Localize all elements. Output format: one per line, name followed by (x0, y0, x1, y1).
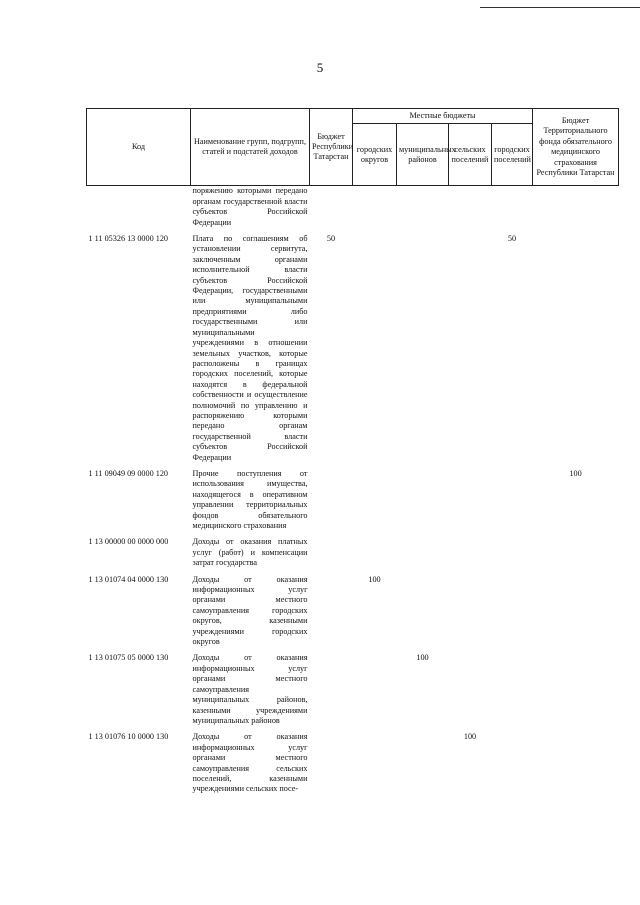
scan-edge-line (480, 7, 640, 8)
row-code: 1 13 00000 00 0000 000 (88, 537, 169, 547)
header-rural-settlements: сельских поселений (449, 124, 492, 186)
row-name: Доходы от оказания информационных услуг органами местного самоуправления муниципальных районов, казенными учреждениями муниципальных районов (192, 653, 308, 725)
row-value-fund: 100 (569, 468, 582, 478)
row-name: Плата по соглашениям об установлении сервитута, заключенным органами исполнительной власти субъектов Российской Федерации, государственными или муниципальными предприятиями либо государственными или муниципальными учреждениями в отношении земельных участков, которые расположены в границах городских поселений, которые находятся в федеральной собственности и осуществление полномочий по управлению и распоряжению которыми передано органам государственной власти субъектов Российской Федерации (192, 234, 308, 462)
row-value-rural (449, 653, 492, 732)
table-row (87, 469, 619, 537)
row-value-rural (449, 186, 492, 234)
row-name: Доходы от оказания платных услуг (работ) и компенсации затрат государства (192, 537, 308, 568)
row-name: Прочие поступления от использования имущества, находящегося в оперативном управлении территориальных фондов обязательного медицинского страхования (192, 468, 308, 530)
row-value-municipal (397, 575, 449, 654)
row-value-municipal (397, 234, 449, 469)
row-value-rt (310, 732, 353, 794)
row-value-city (353, 234, 397, 469)
row-value-city: 100 (368, 574, 381, 584)
row-value-rural (449, 234, 492, 469)
header-territorial-fund: Бюджет Территориального фонда обязательного медицинского страхования Республики Татарстан (533, 109, 619, 186)
row-value-city (353, 469, 397, 537)
row-value-city (353, 186, 397, 234)
row-value-urban: 50 (507, 234, 517, 244)
row-value-city (353, 537, 397, 574)
row-value-municipal (397, 537, 449, 574)
row-value-rt (310, 537, 353, 574)
row-value-municipal (397, 186, 449, 234)
row-value-municipal (397, 732, 449, 794)
row-value-fund (533, 186, 619, 234)
row-value-urban (492, 575, 533, 654)
header-budget-rt: Бюджет Республики Татарстан (310, 109, 353, 186)
row-value-fund (533, 732, 619, 794)
table-row (87, 234, 619, 469)
revenue-distribution-table (86, 108, 619, 795)
table-row (87, 732, 619, 794)
row-value-rt (310, 186, 353, 234)
table-row (87, 186, 619, 234)
row-value-urban (492, 653, 533, 732)
row-value-rt (310, 575, 353, 654)
row-value-rt: 50 (326, 234, 336, 244)
document-page (86, 108, 618, 838)
row-value-rural (449, 537, 492, 574)
header-local-budgets: Местные бюджеты (353, 109, 533, 124)
table-row (87, 575, 619, 654)
row-value-urban (492, 732, 533, 794)
row-name: Доходы от оказания информационных услуг органами местного самоуправления сельских поселений, казенными учреждениями сельских посе- (192, 732, 308, 794)
row-value-municipal (397, 469, 449, 537)
row-value-fund (533, 653, 619, 732)
header-code: Код (87, 109, 191, 186)
row-value-rt (310, 469, 353, 537)
row-value-rural (449, 575, 492, 654)
row-value-city (353, 732, 397, 794)
row-code (87, 186, 191, 234)
table-row (87, 653, 619, 732)
table-row (87, 537, 619, 574)
row-code: 1 11 05326 13 0000 120 (88, 234, 169, 244)
header-city-districts: городских округов (353, 124, 397, 186)
page-number: 5 (316, 60, 324, 75)
header-municipal-districts: муниципальных районов (397, 124, 449, 186)
row-value-municipal: 100 (416, 653, 429, 663)
row-name: поряжению которыми передано органам государственной власти субъектов Российской Федерации (192, 186, 308, 227)
row-code: 1 13 01076 10 0000 130 (88, 732, 169, 742)
row-value-urban (492, 537, 533, 574)
row-value-rural (449, 469, 492, 537)
row-value-urban (492, 186, 533, 234)
row-value-rt (310, 653, 353, 732)
row-code: 1 13 01075 05 0000 130 (88, 653, 169, 663)
row-value-urban (492, 469, 533, 537)
header-name: Наименование групп, подгрупп, статей и подстатей доходов (191, 109, 310, 186)
row-value-city (353, 653, 397, 732)
row-code: 1 13 01074 04 0000 130 (88, 574, 169, 584)
row-name: Доходы от оказания информационных услуг органами местного самоуправления городских округов, казенными учреждениями городских округов (192, 574, 308, 647)
table-body (87, 186, 619, 795)
row-value-fund (533, 234, 619, 469)
row-value-rural: 100 (463, 732, 477, 742)
row-code: 1 11 09049 09 0000 120 (88, 468, 169, 478)
row-value-fund (533, 575, 619, 654)
row-value-fund (533, 537, 619, 574)
header-urban-settlements: городских поселений (492, 124, 533, 186)
